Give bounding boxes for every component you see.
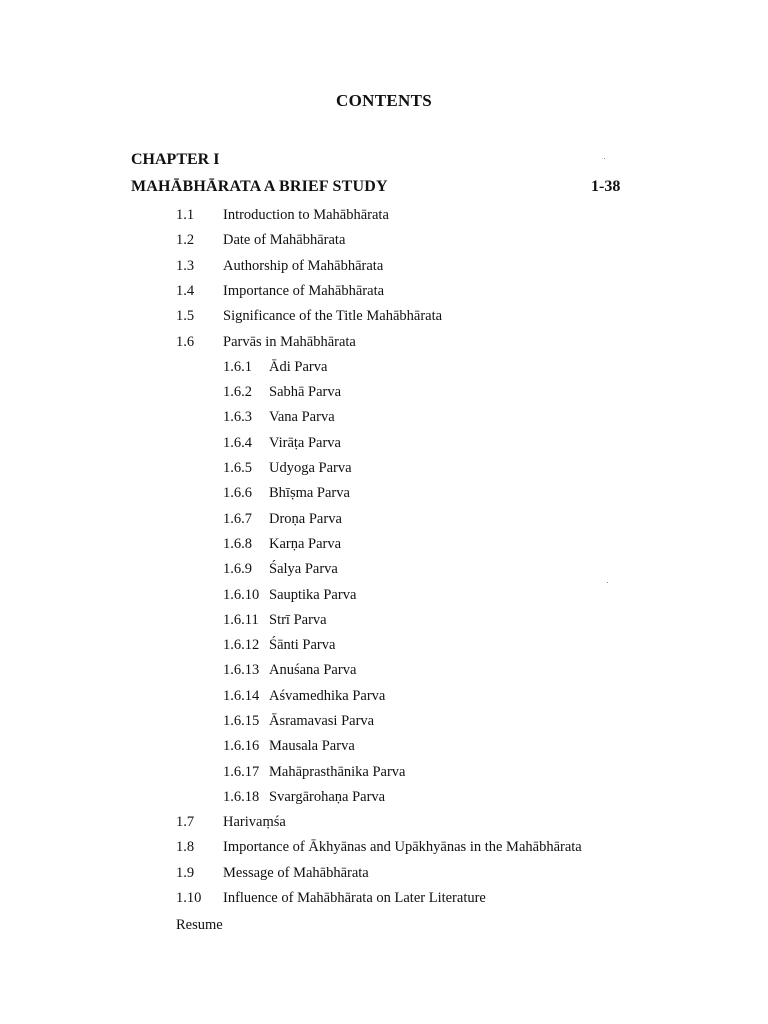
entry-number: 1.3 [176, 258, 195, 274]
entry-number: 1.6.1 [223, 359, 252, 375]
entry-number: 1.6.10 [223, 587, 260, 603]
chapter-label: CHAPTER I [131, 151, 220, 168]
entry-title: Mausala Parva [269, 738, 355, 754]
resume-entry [176, 916, 223, 934]
entry-title: Karṇa Parva [269, 536, 342, 552]
entry-number: 1.5 [176, 308, 195, 324]
entry-title: Vana Parva [269, 409, 335, 425]
entry-number: 1.6 [176, 334, 195, 350]
entry-number: 1.6.9 [223, 561, 252, 577]
entry-number: 1.6.4 [223, 435, 252, 451]
entry-number: 1.6.13 [223, 662, 260, 678]
entry-title: Harivaṃśa [223, 814, 286, 830]
entry-title: Virāṭa Parva [269, 435, 341, 451]
entry-title: Svargārohaṇa Parva [269, 789, 386, 805]
entry-number: 1.6.2 [223, 384, 252, 400]
entry-number: 1.6.6 [223, 485, 252, 501]
scan-speck [604, 158, 605, 159]
resume-label: Resume [176, 917, 223, 933]
entry-title: Strī Parva [269, 612, 327, 628]
entry-number: 1.10 [176, 890, 202, 906]
entry-title: Sauptika Parva [269, 587, 357, 603]
page-title: CONTENTS [336, 91, 432, 110]
entry-number: 1.6.8 [223, 536, 252, 552]
entry-number: 1.6.16 [223, 738, 260, 754]
entry-title: Importance of Mahābhārata [223, 283, 385, 299]
entry-number: 1.6.18 [223, 789, 260, 805]
scan-speck [607, 582, 608, 583]
entry-number: 1.6.3 [223, 409, 252, 425]
entry-number: 1.6.5 [223, 460, 252, 476]
entry-title: Influence of Mahābhārata on Later Literature [223, 890, 486, 906]
entry-title: Śānti Parva [269, 637, 336, 653]
entry-number: 1.6.12 [223, 637, 260, 653]
entry-title: Bhīṣma Parva [269, 485, 350, 501]
entry-number: 1.6.7 [223, 511, 252, 527]
entry-title: Sabhā Parva [269, 384, 342, 400]
entry-title: Anuśana Parva [269, 662, 357, 678]
entry-number: 1.6.11 [223, 612, 259, 628]
entry-title: Introduction to Mahābhārata [223, 207, 389, 223]
entry-number: 1.4 [176, 283, 195, 299]
entry-title: Importance of Ākhyānas and Upākhyānas in the Mahābhārata [223, 839, 582, 855]
entry-title: Message of Mahābhārata [223, 865, 369, 881]
entry-number: 1.1 [176, 207, 195, 223]
entry-title: Śalya Parva [269, 561, 338, 577]
entry-title: Parvās in Mahābhārata [223, 334, 356, 350]
entry-title: Ādi Parva [269, 359, 328, 375]
entry-title: Mahāprasthānika Parva [269, 764, 406, 780]
entry-title: Significance of the Title Mahābhārata [223, 308, 443, 324]
entry-title: Date of Mahābhārata [223, 232, 346, 248]
entry-title: Droṇa Parva [269, 511, 342, 527]
entry-title: Aśvamedhika Parva [269, 688, 386, 704]
entry-number: 1.2 [176, 232, 195, 248]
entry-title: Authorship of Mahābhārata [223, 258, 384, 274]
entry-number: 1.6.14 [223, 688, 260, 704]
chapter-heading: MAHĀBHĀRATA A BRIEF STUDY [131, 178, 388, 195]
chapter-page-range: 1-38 [591, 178, 621, 195]
entry-number: 1.6.15 [223, 713, 260, 729]
entry-number: 1.9 [176, 865, 195, 881]
entry-title: Udyoga Parva [269, 460, 352, 476]
entry-number: 1.8 [176, 839, 195, 855]
entry-title: Āsramavasi Parva [269, 713, 375, 729]
entry-number: 1.6.17 [223, 764, 260, 780]
entry-number: 1.7 [176, 814, 195, 830]
